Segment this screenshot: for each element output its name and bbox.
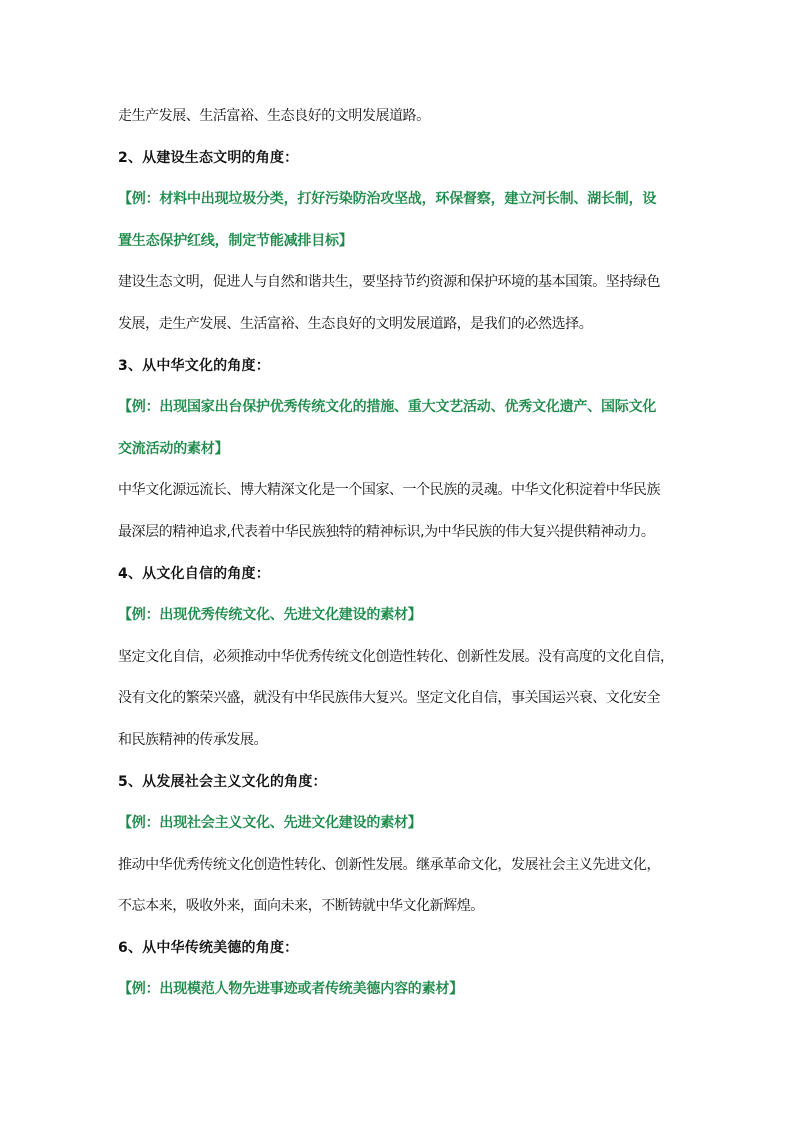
- body-text-line: 发展，走生产发展、生活富裕、生态良好的文明发展道路，是我们的必然选择。: [118, 315, 593, 332]
- body-text-line: 中华文化源远流长、博大精深文化是一个国家、一个民族的灵魂。中华文化积淀着中华民族: [118, 482, 660, 499]
- body-text-line: 不忘本来，吸收外来，面向未来，不断铸就中华文化新辉煌。: [118, 898, 484, 915]
- section-heading: 5、从发展社会主义文化的角度：: [118, 773, 327, 790]
- body-text-line: 坚定文化自信，必须推动中华优秀传统文化创造性转化、创新性发展。没有高度的文化自信，: [118, 648, 674, 665]
- body-text-line: 没有文化的繁荣兴盛，就没有中华民族伟大复兴。坚定文化自信，事关国运兴衰、文化安全: [118, 690, 660, 707]
- body-text-line: 建设生态文明，促进人与自然和谐共生，要坚持节约资源和保护环境的基本国策。坚持绿色: [118, 274, 660, 291]
- example-note-line: 交流活动的素材】: [118, 440, 229, 457]
- body-text-line: 最深层的精神追求,代表着中华民族独特的精神标识,为中华民族的伟大复兴提供精神动力。: [118, 523, 655, 540]
- example-note-line: 【例：出现模范人物先进事迹或者传统美德内容的素材】: [118, 981, 463, 998]
- section-heading: 2、从建设生态文明的角度：: [118, 149, 299, 166]
- example-note-line: 置生态保护红线，制定节能减排目标】: [118, 232, 353, 249]
- section-heading: 6、从中华传统美德的角度：: [118, 939, 299, 956]
- example-note-line: 【例：出现国家出台保护优秀传统文化的措施、重大文艺活动、优秀文化遗产、国际文化: [118, 399, 657, 416]
- body-text-line: 走生产发展、生活富裕、生态良好的文明发展道路。: [118, 108, 430, 124]
- body-text-line: 推动中华优秀传统文化创造性转化、创新性发展。继承革命文化，发展社会主义先进文化，: [118, 856, 660, 873]
- section-heading: 4、从文化自信的角度：: [118, 565, 270, 582]
- body-text-line: 和民族精神的传承发展。: [118, 731, 268, 748]
- example-note-line: 【例：出现优秀传统文化、先进文化建设的素材】: [118, 607, 422, 624]
- example-note-line: 【例：出现社会主义文化、先进文化建设的素材】: [118, 815, 422, 832]
- example-note-line: 【例：材料中出现垃圾分类，打好污染防治攻坚战，环保督察，建立河长制、湖长制，设: [118, 191, 657, 208]
- section-heading: 3、从中华文化的角度：: [118, 357, 270, 374]
- document-body: [118, 101, 678, 1016]
